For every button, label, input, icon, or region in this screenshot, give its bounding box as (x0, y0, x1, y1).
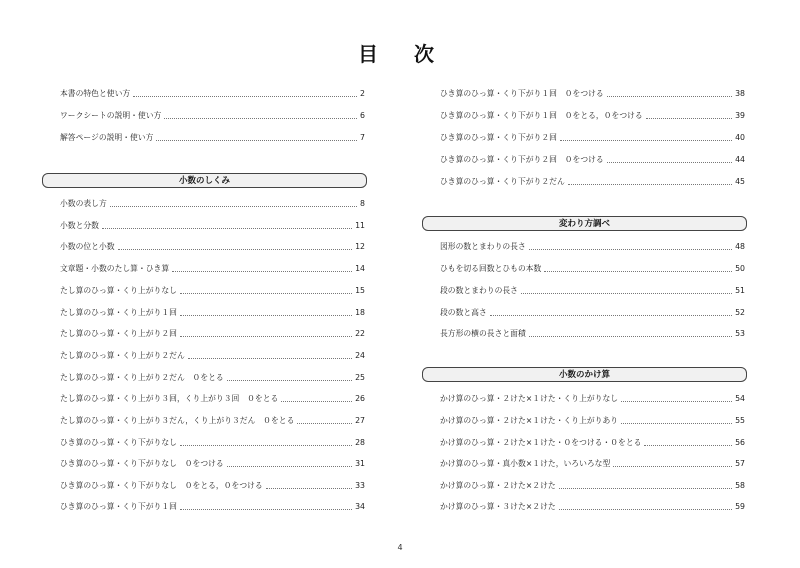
toc-entry-label: 段の数とまわりの長さ (440, 286, 518, 295)
section-header-decimal-structure: 小数のしくみ (42, 173, 367, 188)
toc-entry-page: 48 (735, 242, 745, 251)
toc-entry-page: 24 (355, 351, 365, 360)
leader-dots (118, 249, 353, 250)
leader-dots (188, 358, 352, 359)
toc-entry-page: 18 (355, 308, 365, 317)
toc-entry[interactable] (60, 477, 367, 491)
toc-entry-page: 34 (355, 502, 365, 511)
toc-entry[interactable] (440, 173, 747, 187)
leader-dots (644, 445, 732, 446)
leader-dots (281, 401, 352, 402)
leader-dots (180, 293, 352, 294)
toc-entry-page: 12 (355, 242, 365, 251)
toc-entry-page: 59 (735, 502, 745, 511)
page-number: 4 (397, 543, 403, 552)
toc-entry[interactable] (60, 369, 367, 383)
toc-entry[interactable] (60, 498, 367, 512)
toc-entry[interactable] (60, 195, 367, 209)
toc-entry-label: かけ算のひっ算・２けた×１けた・０をつける・０をとる (440, 438, 642, 447)
toc-entry-label: 小数の表し方 (60, 199, 107, 208)
toc-entry-label: ワークシートの説明・使い方 (60, 111, 162, 120)
toc-entry[interactable] (440, 455, 747, 469)
leader-dots (110, 206, 357, 207)
toc-entry-page: 40 (735, 133, 745, 142)
toc-entry[interactable] (440, 304, 747, 318)
section-header-decimal-multiplication: 小数のかけ算 (422, 367, 747, 382)
leader-dots (156, 140, 357, 141)
toc-entry[interactable] (440, 260, 747, 274)
toc-entry-label: 長方形の横の長さと面積 (440, 329, 526, 338)
toc-entry-label: ひき算のひっ算・くり下がり１回 ０をつける (440, 89, 604, 98)
leader-dots (646, 118, 732, 119)
toc-entry-page: 26 (355, 394, 365, 403)
toc-entry-page: 22 (355, 329, 365, 338)
toc-entry-label: ひき算のひっ算・くり下がりなし ０をつける (60, 459, 224, 468)
toc-entry-label: ひき算のひっ算・くり下がり２だん (440, 177, 565, 186)
toc-entry[interactable] (440, 390, 747, 404)
toc-entry-label: ひき算のひっ算・くり下がり２回 ０をつける (440, 155, 604, 164)
toc-entry-label: 小数の位と小数 (60, 242, 115, 251)
toc-entry-label: ひき算のひっ算・くり下がり１回 ０をとる，０をつける (440, 111, 643, 120)
toc-entry[interactable] (60, 325, 367, 339)
leader-dots (529, 249, 732, 250)
toc-entry-label: 文章題・小数のたし算・ひき算 (60, 264, 170, 273)
toc-entry-page: 44 (735, 155, 745, 164)
toc-entry-label: 図形の数とまわりの長さ (440, 242, 526, 251)
toc-entry[interactable] (60, 107, 367, 121)
toc-entry-page: 31 (355, 459, 365, 468)
leader-dots (559, 509, 732, 510)
leader-dots (172, 271, 352, 272)
toc-entry[interactable] (440, 477, 747, 491)
toc-entry-label: たし算のひっ算・くり上がり３回，くり上がり３回 ０をとる (60, 394, 279, 403)
toc-entry-label: ひもを切る回数とひもの本数 (440, 264, 542, 273)
leader-dots (559, 488, 732, 489)
leader-dots (180, 336, 352, 337)
toc-entry-label: かけ算のひっ算・２けた×１けた・くり上がりあり (440, 416, 619, 425)
section-header-change-study: 変わり方調べ (422, 216, 747, 231)
toc-entry[interactable] (440, 85, 747, 99)
toc-entry-label: ひき算のひっ算・くり下がりなし ０をとる，０をつける (60, 481, 263, 490)
toc-entry-page: 54 (735, 394, 745, 403)
toc-entry-label: ひき算のひっ算・くり下がりなし (60, 438, 177, 447)
toc-entry[interactable] (440, 325, 747, 339)
toc-entry-page: 25 (355, 373, 365, 382)
leader-dots (180, 445, 352, 446)
toc-entry[interactable] (60, 347, 367, 361)
leader-dots (613, 466, 732, 467)
toc-entry[interactable] (440, 282, 747, 296)
toc-entry-label: たし算のひっ算・くり上がり２だん (60, 351, 185, 360)
toc-entry-label: たし算のひっ算・くり上がりなし (60, 286, 177, 295)
leader-dots (568, 184, 732, 185)
leader-dots (227, 466, 352, 467)
toc-entry-page: 53 (735, 329, 745, 338)
toc-entry-page: 56 (735, 438, 745, 447)
toc-entry[interactable] (60, 282, 367, 296)
leader-dots (133, 96, 357, 97)
toc-entry-label: かけ算のひっ算・２けた×１けた・くり上がりなし (440, 394, 619, 403)
toc-entry-page: 6 (360, 111, 365, 120)
toc-entry-label: かけ算のひっ算・２けた×２けた (440, 481, 556, 490)
leader-dots (544, 271, 732, 272)
leader-dots (560, 140, 732, 141)
toc-entry-label: たし算のひっ算・くり上がり１回 (60, 308, 177, 317)
toc-entry-label: たし算のひっ算・くり上がり３だん，くり上がり３だん ０をとる (60, 416, 295, 425)
toc-entry[interactable] (60, 85, 367, 99)
toc-entry-label: かけ算のひっ算・真小数×１けた，いろいろな型 (440, 459, 611, 468)
toc-entry[interactable] (60, 129, 367, 143)
leader-dots (490, 315, 732, 316)
toc-entry-page: 39 (735, 111, 745, 120)
toc-entry-label: 段の数と高さ (440, 308, 487, 317)
toc-entry[interactable] (60, 390, 367, 404)
toc-entry-label: 小数と分数 (60, 221, 99, 230)
toc-entry-label: かけ算のひっ算・３けた×２けた (440, 502, 556, 511)
toc-entry-page: 50 (735, 264, 745, 273)
toc-entry-page: 11 (355, 221, 365, 230)
toc-entry-page: 58 (735, 481, 745, 490)
leader-dots (102, 228, 352, 229)
toc-entry[interactable] (60, 434, 367, 448)
toc-entry-label: ひき算のひっ算・くり下がり１回 (60, 502, 177, 511)
toc-entry[interactable] (440, 107, 747, 121)
toc-entry[interactable] (60, 217, 367, 231)
toc-entry-page: 7 (360, 133, 365, 142)
toc-entry[interactable] (60, 238, 367, 252)
leader-dots (266, 488, 352, 489)
toc-entry[interactable] (440, 434, 747, 448)
toc-entry-label: たし算のひっ算・くり上がり２回 (60, 329, 177, 338)
leader-dots (521, 293, 732, 294)
toc-entry-page: 2 (360, 89, 365, 98)
toc-entry-page: 15 (355, 286, 365, 295)
toc-entry-page: 28 (355, 438, 365, 447)
toc-entry[interactable] (440, 498, 747, 512)
toc-entry-label: たし算のひっ算・くり上がり２だん ０をとる (60, 373, 224, 382)
toc-entry[interactable] (440, 129, 747, 143)
toc-entry-page: 51 (735, 286, 745, 295)
leader-dots (180, 509, 352, 510)
toc-entry[interactable] (60, 412, 367, 426)
leader-dots (227, 380, 352, 381)
leader-dots (164, 118, 357, 119)
page-title: 目 次 (358, 42, 442, 66)
leader-dots (180, 315, 352, 316)
leader-dots (607, 162, 732, 163)
toc-entry-page: 57 (735, 459, 745, 468)
toc-entry-page: 45 (735, 177, 745, 186)
toc-entry-page: 14 (355, 264, 365, 273)
toc-entry[interactable] (440, 412, 747, 426)
toc-entry-page: 33 (355, 481, 365, 490)
toc-entry[interactable] (440, 151, 747, 165)
toc-entry-label: ひき算のひっ算・くり下がり２回 (440, 133, 557, 142)
leader-dots (621, 423, 732, 424)
leader-dots (297, 423, 352, 424)
toc-entry[interactable] (60, 455, 367, 469)
toc-entry[interactable] (60, 304, 367, 318)
toc-entry-page: 27 (355, 416, 365, 425)
toc-entry-label: 本書の特色と使い方 (60, 89, 131, 98)
leader-dots (529, 336, 732, 337)
leader-dots (621, 401, 732, 402)
toc-entry-page: 38 (735, 89, 745, 98)
toc-entry-page: 8 (360, 199, 365, 208)
toc-entry-label: 解答ページの説明・使い方 (60, 133, 154, 142)
leader-dots (607, 96, 732, 97)
toc-entry-page: 52 (735, 308, 745, 317)
toc-entry-page: 55 (735, 416, 745, 425)
toc-entry[interactable] (60, 260, 367, 274)
toc-entry[interactable] (440, 238, 747, 252)
